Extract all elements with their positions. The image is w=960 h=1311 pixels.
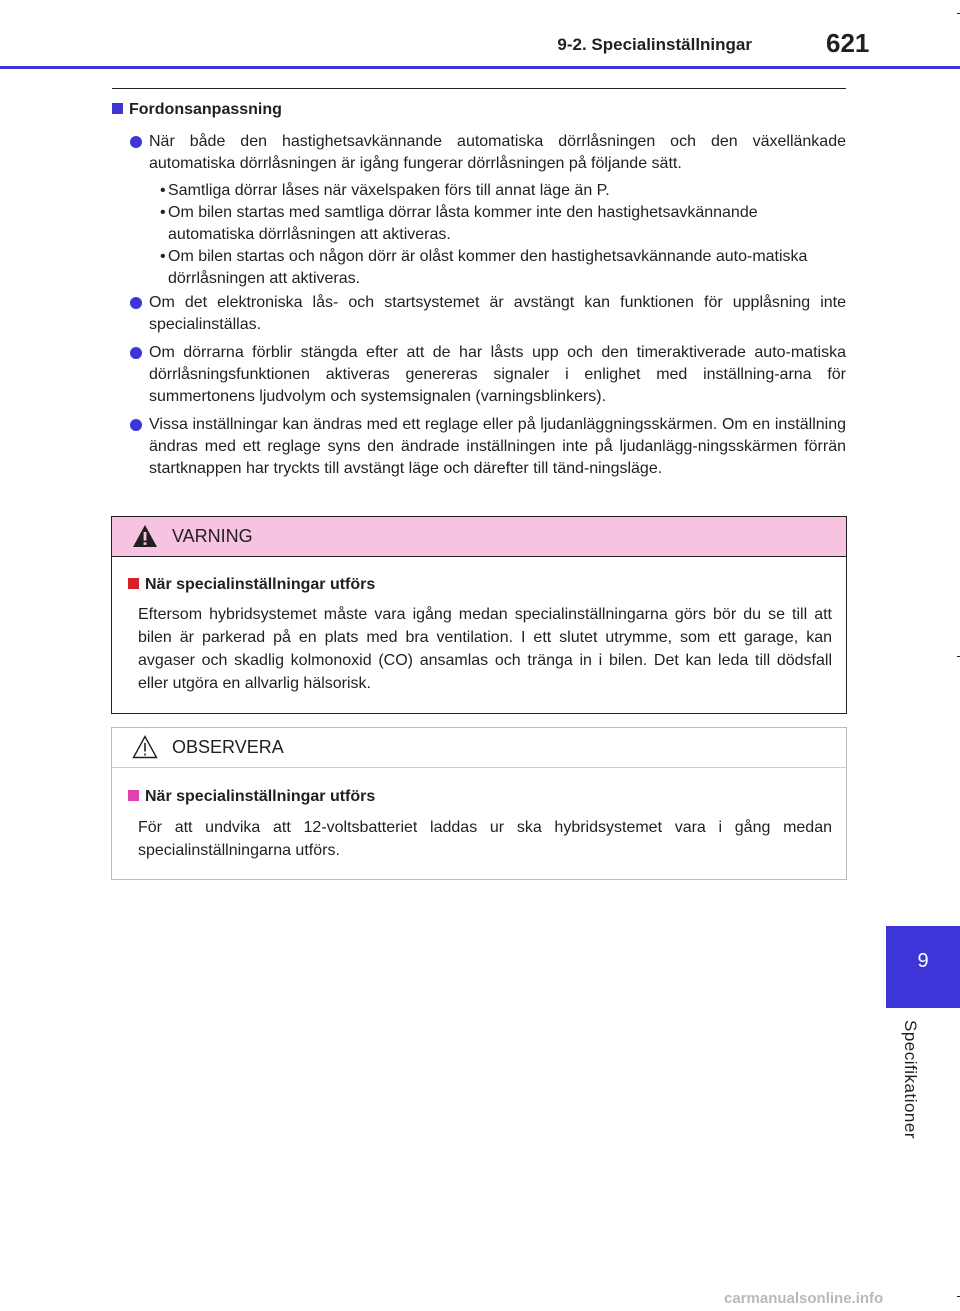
chapter-number: 9 — [917, 950, 929, 972]
sub-list-item-text: Samtliga dörrar låses när växelspaken förs till annat läge än P. — [168, 182, 610, 199]
list-item-text: Om dörrarna förblir stängda efter att de har låsts upp och den timeraktiverade auto-matiska dörrlåsningsfunktionen aktiveras genereras signaler i enlighet med inställning-arna för summertonens ljudvolym och systemsignalen (varningsblinkers). — [149, 344, 846, 405]
list-item-text: Om det elektroniska lås- och startsystemet är avstängt kan funktionen för upplåsning inte specialinställas. — [149, 294, 846, 333]
list-item — [130, 292, 846, 336]
warning-box-header — [112, 517, 846, 557]
section-heading — [112, 101, 842, 119]
list-item — [130, 131, 846, 175]
square-bullet-icon — [128, 578, 139, 589]
notice-box — [111, 727, 847, 880]
warning-triangle-icon — [132, 524, 158, 548]
square-bullet-icon — [112, 103, 123, 114]
dot-marker-icon: • — [160, 204, 166, 221]
circle-bullet-icon — [130, 297, 142, 309]
notice-body: För att undvika att 12-voltsbatteriet laddas ur ska hybridsystemet vara i gång medan specialinställningarna utförs. — [138, 819, 832, 859]
notice-title: OBSERVERA — [172, 737, 284, 757]
warning-body: Eftersom hybridsystemet måste vara igång medan specialinställningarna görs bör du se till att bilen är parkerad på en plats med bra ventilation. I ett slutet utrymme, som ett garage, kan avgaser och skadlig kolmonoxid (CO) ansamlas och tränga in i bilen. Det kan leda till dödsfall eller utgöra en allvarlig hälsorisk. — [138, 606, 832, 692]
list-item — [130, 414, 846, 480]
sub-list-item — [160, 180, 846, 202]
chapter-tab[interactable] — [886, 926, 960, 1008]
notice-box-header — [112, 728, 846, 768]
circle-bullet-icon — [130, 136, 142, 148]
warning-subheading-text: När specialinställningar utförs — [145, 576, 376, 593]
sub-list-item — [160, 246, 846, 290]
sub-list-item-text: Om bilen startas och någon dörr är olåst kommer den hastighetsavkännande auto-matiska dörrlåsningen att aktiveras. — [168, 248, 808, 287]
list-item-text: Vissa inställningar kan ändras med ett reglage eller på ljudanläggningsskärmen. Om en inställning ändras med ett reglage syns den ändrade inställningen inte på ljudanlägg-ningsskärmen förrän startknappen har tryckts till avstängt läge och därefter till tänd-ningsläge. — [149, 416, 846, 477]
content-rule — [112, 88, 846, 89]
list-item-text: När både den hastighetsavkännande automatiska dörrlåsningen och den växellänkade automatiska dörrlåsningen är igång fungerar dörrlåsningen på följande sätt. — [149, 133, 846, 172]
caution-triangle-icon — [132, 735, 158, 759]
square-bullet-icon — [128, 790, 139, 801]
header-rule — [0, 66, 960, 69]
header-section-title: 9-2. Specialinställningar — [557, 35, 752, 54]
notice-subheading — [128, 788, 375, 806]
warning-box — [111, 516, 847, 714]
warning-title: VARNING — [172, 526, 253, 546]
sub-list-item — [160, 202, 846, 246]
page-number: 621 — [826, 28, 870, 58]
dot-marker-icon: • — [160, 182, 166, 199]
circle-bullet-icon — [130, 419, 142, 431]
section-heading-text: Fordonsanpassning — [129, 101, 282, 118]
dot-marker-icon: • — [160, 248, 166, 265]
sub-list-item-text: Om bilen startas med samtliga dörrar låsta kommer inte den hastighetsavkännande automatiska dörrlåsningen att aktiveras. — [168, 204, 758, 243]
list-item — [130, 342, 846, 408]
footer-watermark: carmanualsonline.info — [724, 1290, 884, 1307]
chapter-label: Specifikationer — [901, 1020, 920, 1140]
circle-bullet-icon — [130, 347, 142, 359]
notice-subheading-text: När specialinställningar utförs — [145, 788, 376, 805]
warning-subheading — [128, 576, 375, 594]
